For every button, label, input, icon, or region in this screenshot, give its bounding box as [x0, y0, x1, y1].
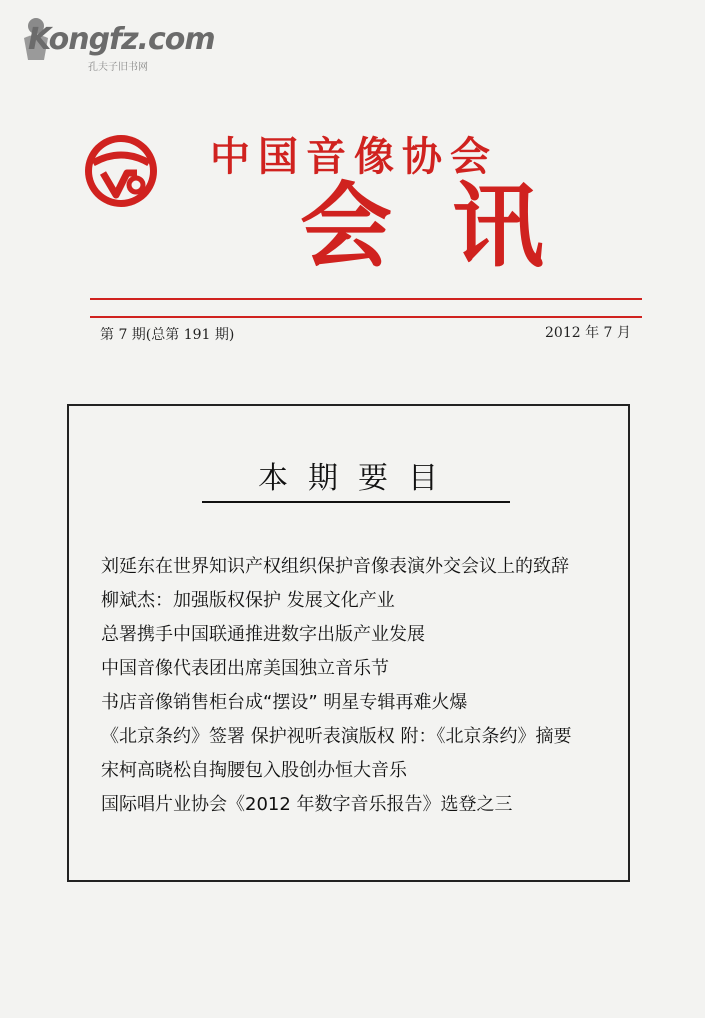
- issue-number: 第 7 期(总第 191 期): [100, 327, 235, 343]
- toc-title: 本期要目: [258, 461, 458, 496]
- toc-item: 中国音像代表团出席美国独立音乐节: [101, 658, 389, 679]
- issue-date: 2012 年 7 月: [545, 325, 631, 341]
- toc-title-underline: [202, 501, 510, 503]
- toc-item: 书店音像销售柜台成“摆设” 明星专辑再难火爆: [101, 692, 468, 713]
- cavia-logo-icon: [83, 133, 159, 209]
- toc-list: [101, 552, 571, 824]
- toc-item: 总署携手中国联通推进数字出版产业发展: [101, 624, 425, 645]
- toc-item: 刘延东在世界知识产权组织保护音像表演外交会议上的致辞: [101, 556, 569, 577]
- watermark-subtitle: 孔夫子旧书网: [88, 62, 148, 73]
- toc-item: 《北京条约》签署 保护视听表演版权 附：《北京条约》摘要: [101, 726, 572, 747]
- toc-item: 国际唱片业协会《2012 年数字音乐报告》选登之三: [101, 794, 513, 815]
- site-watermark: [10, 8, 215, 73]
- toc-item: 宋柯高晓松自掏腰包入股创办恒大音乐: [101, 760, 407, 781]
- watermark-brand: Kongfz.com: [28, 22, 215, 57]
- masthead-rule-top: [90, 298, 642, 300]
- newsletter-title: 会讯: [300, 172, 605, 280]
- masthead-rule-bottom: [90, 316, 642, 318]
- toc-item: 柳斌杰：加强版权保护 发展文化产业: [101, 590, 395, 611]
- org-name: 中国音像协会: [210, 133, 498, 180]
